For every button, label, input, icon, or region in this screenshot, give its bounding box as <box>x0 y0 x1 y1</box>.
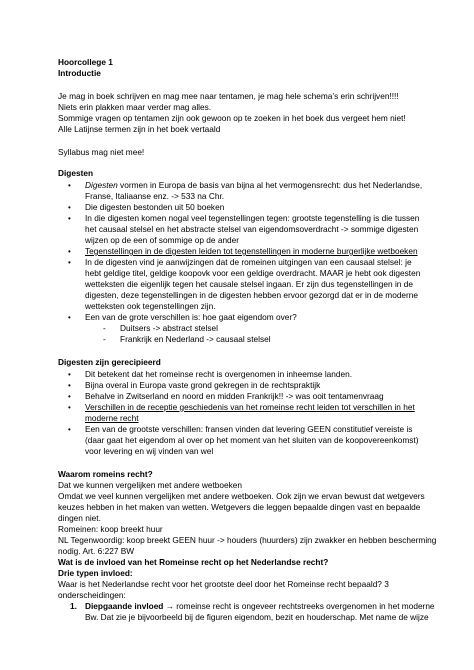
dash-icon: - <box>103 323 106 333</box>
paragraph-line: nodig. Art. 6:227 BW <box>58 546 135 556</box>
bullet-icon: • <box>68 381 71 390</box>
document-subtitle: Introductie <box>58 68 101 78</box>
paragraph-line: Dat we kunnen vergelijken met andere wetboeken <box>58 480 243 490</box>
list-item-continuation: het causaal stelsel en het abstracte stelsel van eigendomsoverdracht -> sommige digesten <box>85 224 419 234</box>
bullet-icon: • <box>68 203 71 212</box>
bullet-icon: • <box>68 392 71 401</box>
arrow-right-icon: → <box>165 601 174 611</box>
section-heading-gerecipieerd: Digesten zijn gerecipieerd <box>58 357 161 367</box>
syllabus-note: Syllabus mag niet mee! <box>58 147 145 157</box>
paragraph-line: dingen niet. <box>58 513 101 523</box>
list-item-continuation: voor levering en wij vinden van wel <box>85 446 214 456</box>
list-item-continuation: Franse, Italiaanse enz. -> 533 na Chr. <box>85 191 225 201</box>
list-item: Behalve in Zwitserland en noord en midden Frankrijk!! -> was ooit tentamenvraag <box>85 391 384 401</box>
list-item-continuation: wetteksten die eigenlijk tegen het causale stelsel ingaan. Er zijn dus tegenstellingen in de <box>85 279 413 289</box>
bullet-icon: • <box>68 313 71 322</box>
sub-list-item: Duitsers -> abstract stelsel <box>120 323 218 333</box>
intro-line: Sommige vragen op tentamen zijn ook gewoon op te zoeken in het boek dus vergeet hem niet! <box>58 113 406 123</box>
bullet-icon: • <box>68 181 71 190</box>
paragraph-line: Omdat we veel kunnen vergelijken met andere wetboeken. Ook zijn we ervan bewust dat wetgevers <box>58 491 425 501</box>
list-item: Verschillen in de receptie geschiedenis van het romeinse recht leiden tot verschillen in het <box>85 402 415 412</box>
section-question: Wat is de invloed van het Romeinse recht op het Nederlandse recht? <box>58 557 329 567</box>
list-item-continuation: Bw. Dat zie je bijvoorbeeld bij de figuren eigendom, bezit en houderschap. Met name de wijze <box>85 612 429 622</box>
list-item: In die digesten komen nogal veel tegenstellingen tegen: grootste tegenstelling is die tussen <box>85 213 420 223</box>
list-item: Die digesten bestonden uit 50 boeken <box>85 202 225 212</box>
list-item: Bijna overal in Europa vaste grond gekregen in de rechtspraktijk <box>85 380 321 390</box>
section-heading-digesten: Digesten <box>58 168 94 178</box>
dash-icon: - <box>103 334 106 344</box>
list-item-continuation: digesten, deze tegenstellingen in de digesten hebben ervoor gezorgd dat er in de moderne <box>85 290 419 300</box>
section-subheading: Drie typen invloed: <box>58 568 133 578</box>
list-item: Een van de grote verschillen is: hoe gaat eigendom over? <box>85 312 297 322</box>
section-heading-waarom: Waarom romeins recht? <box>58 469 153 479</box>
bullet-icon: • <box>68 403 71 412</box>
bullet-icon: • <box>68 214 71 223</box>
paragraph-line: keuzes hebben in het maken van wetten. Wetgevers die leggen bepaalde dingen vast en bepaalde <box>58 502 421 512</box>
list-number: 1. <box>70 601 77 611</box>
paragraph-line: Romeinen: koop breekt huur <box>58 524 163 534</box>
paragraph-line: onderscheidingen: <box>58 590 126 600</box>
bullet-icon: • <box>68 370 71 379</box>
paragraph-line: NL Tegenwoordig: koop breekt GEEN huur -> houders (huurders) zijn zwakker en hebben bescherming <box>58 535 437 545</box>
numbered-list-item: Diepgaande invloed → romeinse recht is ongeveer rechtstreeks overgenomen in het moderne <box>85 601 435 611</box>
list-item-continuation: wetteksten ook tegenstellingen zijn. <box>85 301 216 311</box>
paragraph-line: Waar is het Nederlandse recht voor het grootste deel door het Romeinse recht bepaald? 3 <box>58 579 389 589</box>
document-title: Hoorcollege 1 <box>58 57 113 67</box>
intro-line: Je mag in boek schrijven en mag mee naar tentamen, je mag hele schema’s erin schrijven!!!! <box>58 91 399 101</box>
intro-line: Niets erin plakken maar verder mag alles. <box>58 102 212 112</box>
list-item-continuation: (daar gaat het eigendom al over op het moment van het sluiten van de koopovereenkomst) <box>85 435 419 445</box>
bullet-icon: • <box>68 247 71 256</box>
bullet-icon: • <box>68 258 71 267</box>
list-item-continuation: moderne recht <box>85 413 139 423</box>
list-item-continuation: hebt geldige titel, geldige koopovk voor een geldige overdracht. MAAR je hebt ook digesten <box>85 268 421 278</box>
list-item: Tegenstellingen in de digesten leiden tot tegenstellingen in moderne burgerlijke wetboeken <box>85 246 418 256</box>
sub-list-item: Frankrijk en Nederland -> causaal stelsel <box>120 334 271 344</box>
list-item: Dit betekent dat het romeinse recht is overgenomen in inheemse landen. <box>85 369 353 379</box>
intro-line: Alle Latijnse termen zijn in het boek vertaald <box>58 124 221 134</box>
bullet-icon: • <box>68 425 71 434</box>
list-item: Een van de grootste verschillen: fransen vinden dat levering GEEN constitutief vereiste is <box>85 424 413 434</box>
list-item: Digesten vormen in Europa de basis van bijna al het vermogensrecht: dus het Nederlandse, <box>85 180 423 190</box>
list-item: In de digesten vind je aanwijzingen dat de romeinen uitgingen van een causaal stelsel: je <box>85 257 412 267</box>
list-item-continuation: wijzen op de een of sommige op de ander <box>85 235 240 245</box>
